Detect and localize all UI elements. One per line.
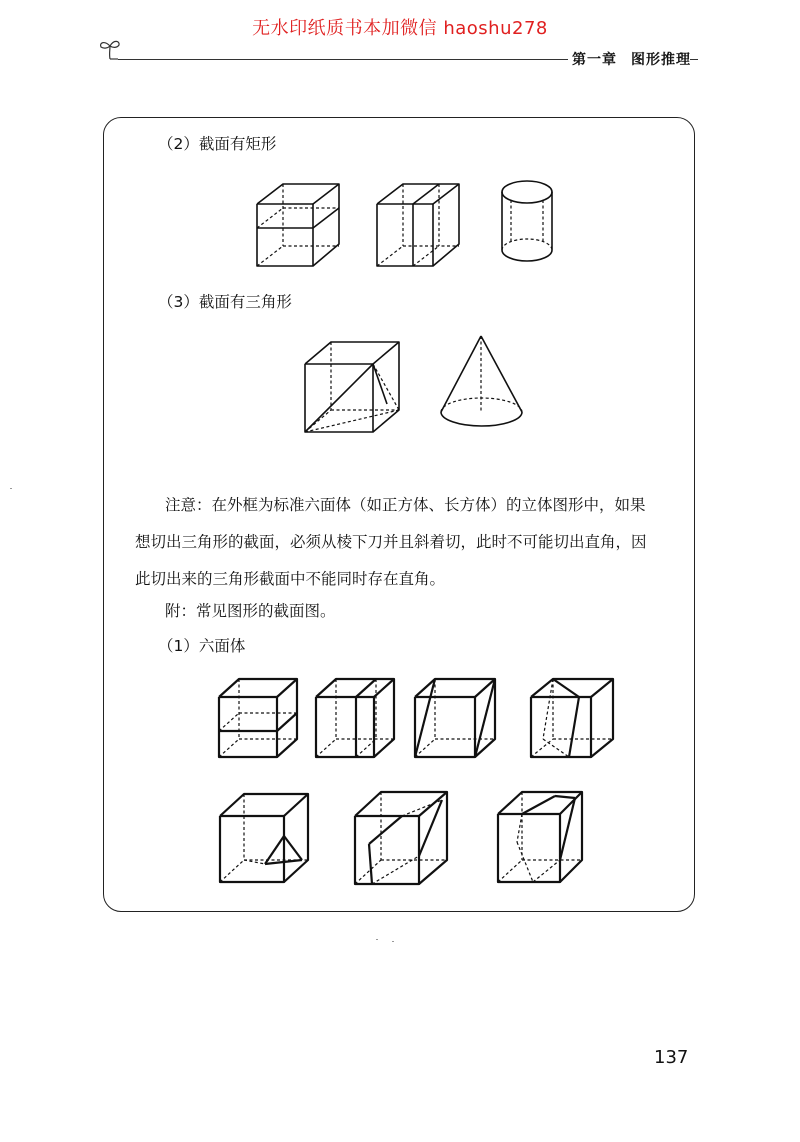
- note-paragraph-cont: [135, 524, 670, 598]
- hexahedron-section-1: [217, 677, 299, 759]
- heading-triangle-section: （3）截面有三角形: [158, 293, 292, 311]
- hexahedron-section-6: [352, 790, 450, 886]
- scan-speck: [10, 488, 12, 489]
- cube-triangle-cut-figure: [303, 340, 403, 436]
- heading-rectangle-section: （2）截面有矩形: [158, 135, 277, 153]
- note-paragraph: [165, 487, 670, 524]
- running-head-title: 图形推理: [631, 52, 691, 68]
- cuboid-horizontal-cut-figure: [255, 182, 345, 268]
- hexahedron-section-4: [529, 677, 615, 759]
- page-number: 137: [654, 1047, 689, 1068]
- hexahedron-section-5: [217, 792, 311, 884]
- cone-figure: [438, 334, 528, 434]
- appendix-text: 附：常见图形的截面图。: [165, 602, 336, 620]
- watermark: 无水印纸质书本加微信 haoshu278: [252, 18, 548, 39]
- scan-speck: [392, 941, 394, 942]
- header-rule-end: [690, 59, 698, 60]
- heading-hexahedron-section: （1）六面体: [158, 637, 246, 655]
- header-rule: [118, 59, 568, 60]
- scan-speck: [376, 939, 378, 940]
- cuboid-vertical-cut-figure: [375, 182, 465, 268]
- note-line-1: 注意：在外框为标准六面体（如正方体、长方体）的立体图形中，如果: [165, 496, 646, 514]
- cylinder-figure: [497, 178, 561, 264]
- hexahedron-section-2: [314, 677, 396, 759]
- note-line-3: 此切出来的三角形截面中不能同时存在直角。: [135, 570, 446, 588]
- hexahedron-section-7: [495, 790, 585, 884]
- running-head: [572, 49, 691, 69]
- note-line-2: 想切出三角形的截面，必须从棱下刀并且斜着切，此时不可能切出直角，因: [135, 533, 647, 551]
- running-head-chapter: 第一章: [572, 52, 617, 68]
- hexahedron-section-3: [413, 677, 497, 759]
